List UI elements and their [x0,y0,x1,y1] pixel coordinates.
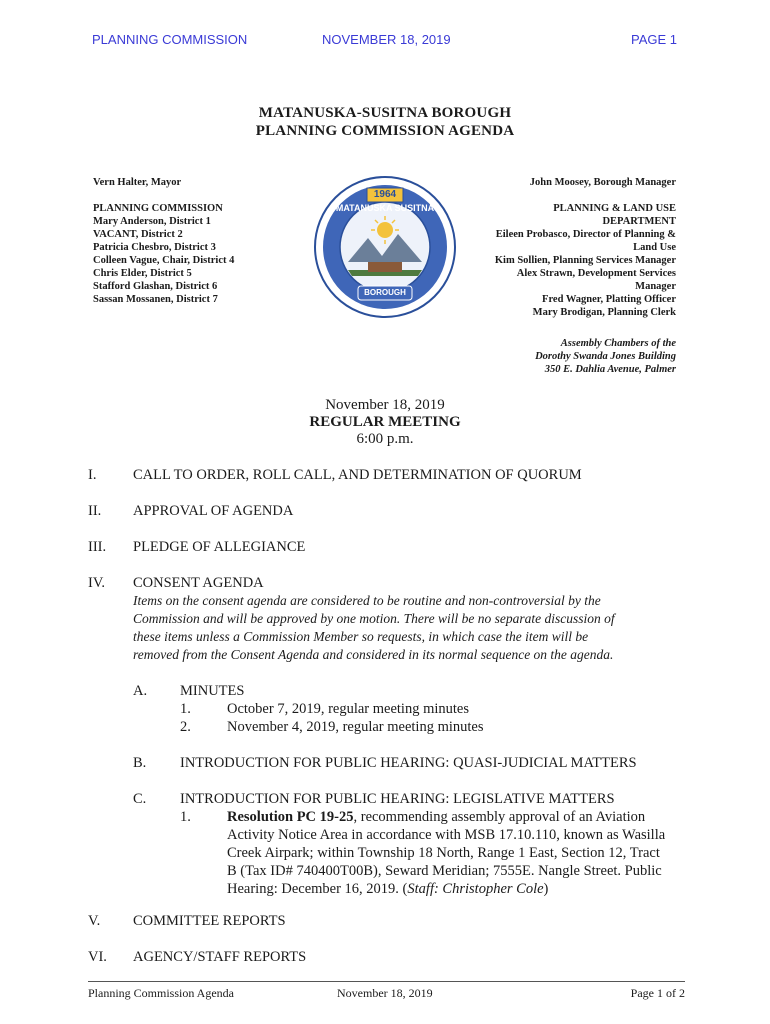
staff-line: DEPARTMENT [602,216,676,227]
sub-number: 1. [180,701,191,717]
sub-number: 2. [180,719,191,735]
item-quasi-judicial: INTRODUCTION FOR PUBLIC HEARING: QUASI-JUDICIAL MATTERS [180,755,637,771]
item-number: VI. [88,949,107,965]
resolution-number: Resolution PC 19-25 [227,809,354,825]
member: Colleen Vague, Chair, District 4 [93,255,235,266]
staff-line: Manager [635,281,676,292]
staff-line: Eileen Probasco, Director of Planning & [495,229,676,240]
resolution-line: Activity Notice Area in accordance with MSB 17.10.110, known as Wasilla [227,827,666,843]
sub-letter: C. [133,791,147,807]
planning-staff [440,202,676,319]
item-minutes: MINUTES [180,683,245,699]
item-number: III. [88,539,107,555]
resolution-line: B (Tax ID# 740400T00B), Seward Meridian; 7555E. Nangle Street. Public [227,863,662,879]
footer-page: Page 1 of 2 [630,986,685,1000]
mayor: Vern Halter, Mayor [93,177,182,188]
meeting-location [440,337,676,376]
item-agency-staff-reports: AGENCY/STAFF REPORTS [133,949,307,965]
staff-line: Fred Wagner, Platting Officer [542,294,676,305]
staff-line: Mary Brodigan, Planning Clerk [532,307,676,318]
member: Sassan Mossanen, District 7 [93,294,218,305]
location-line: Assembly Chambers of the [560,338,676,349]
minutes-nov-4: November 4, 2019, regular meeting minutes [227,719,484,735]
consent-line: Commission and will be approved by one motion. There will be no separate discussion of [133,611,615,626]
member: Mary Anderson, District 1 [93,216,211,227]
footer-divider [88,981,685,982]
item-number: II. [88,503,102,519]
footer-left: Planning Commission Agenda [88,986,235,1000]
item-pledge: PLEDGE OF ALLEGIANCE [133,539,306,555]
meeting-type: REGULAR MEETING [309,414,461,430]
item-number: IV. [88,575,106,591]
member: VACANT, District 2 [93,229,183,240]
sub-letter: A. [133,683,148,699]
sub-letter: B. [133,755,147,771]
resolution-line [227,880,687,898]
consent-description [133,592,685,664]
sub-number: 1. [180,809,191,825]
paren: ) [543,881,549,897]
member: Patricia Chesbro, District 3 [93,242,216,253]
consent-line: removed from the Consent Agenda and considered in its normal sequence on the agenda. [133,647,614,662]
staff-line: Alex Strawn, Development Services [516,268,676,279]
title-line-1: MATANUSKA-SUSITNA BOROUGH [258,105,512,121]
staff-line: Land Use [633,242,676,253]
resolution-pc-19-25 [227,808,687,898]
staff-line: Kim Sollien, Planning Services Manager [494,255,676,266]
borough-seal [310,172,460,322]
header-page: PAGE 1 [631,32,678,47]
item-committee-reports: COMMITTEE REPORTS [133,913,286,929]
location-line: 350 E. Dahlia Avenue, Palmer [544,364,676,375]
item-approval-of-agenda: APPROVAL OF AGENDA [133,503,294,519]
resolution-line [227,808,687,826]
commission-members [93,215,234,306]
minutes-oct-7: October 7, 2019, regular meeting minutes [227,701,470,717]
resolution-line: Creek Airpark; within Township 18 North, Range 1 East, Section 12, Tract [227,845,660,861]
item-number: I. [88,467,97,483]
header-left: PLANNING COMMISSION [92,32,248,47]
staff-line: PLANNING & LAND USE [553,203,676,214]
item-call-to-order: CALL TO ORDER, ROLL CALL, AND DETERMINATION OF QUORUM [133,467,582,483]
meeting-date: November 18, 2019 [325,397,445,413]
footer-date: November 18, 2019 [337,986,433,1000]
header-date: NOVEMBER 18, 2019 [322,32,451,47]
hearing-date: Hearing: December 16, 2019. ( [227,881,408,897]
seal-bottom-text: BOROUGH [364,288,406,297]
member: Chris Elder, District 5 [93,268,192,279]
meeting-time: 6:00 p.m. [356,431,414,447]
item-consent-agenda: CONSENT AGENDA [133,575,264,591]
item-number: V. [88,913,101,929]
seal-year: 1964 [373,189,397,200]
title-line-2: PLANNING COMMISSION AGENDA [255,123,515,139]
seal-top-text: MATANUSKA SUSITNA [335,203,435,213]
borough-manager: John Moosey, Borough Manager [529,177,676,188]
resolution-text: , recommending assembly approval of an Aviation [353,809,646,825]
commission-heading: PLANNING COMMISSION [93,203,223,214]
member: Stafford Glashan, District 6 [93,281,218,292]
location-line: Dorothy Swanda Jones Building [535,351,676,362]
consent-line: these items unless a Commission Member so requests, in which case the item will be [133,629,589,644]
consent-line: Items on the consent agenda are considered to be routine and non-controversial by the [133,593,601,608]
item-legislative: INTRODUCTION FOR PUBLIC HEARING: LEGISLATIVE MATTERS [180,791,615,807]
staff-contact: Staff: Christopher Cole [407,881,544,897]
